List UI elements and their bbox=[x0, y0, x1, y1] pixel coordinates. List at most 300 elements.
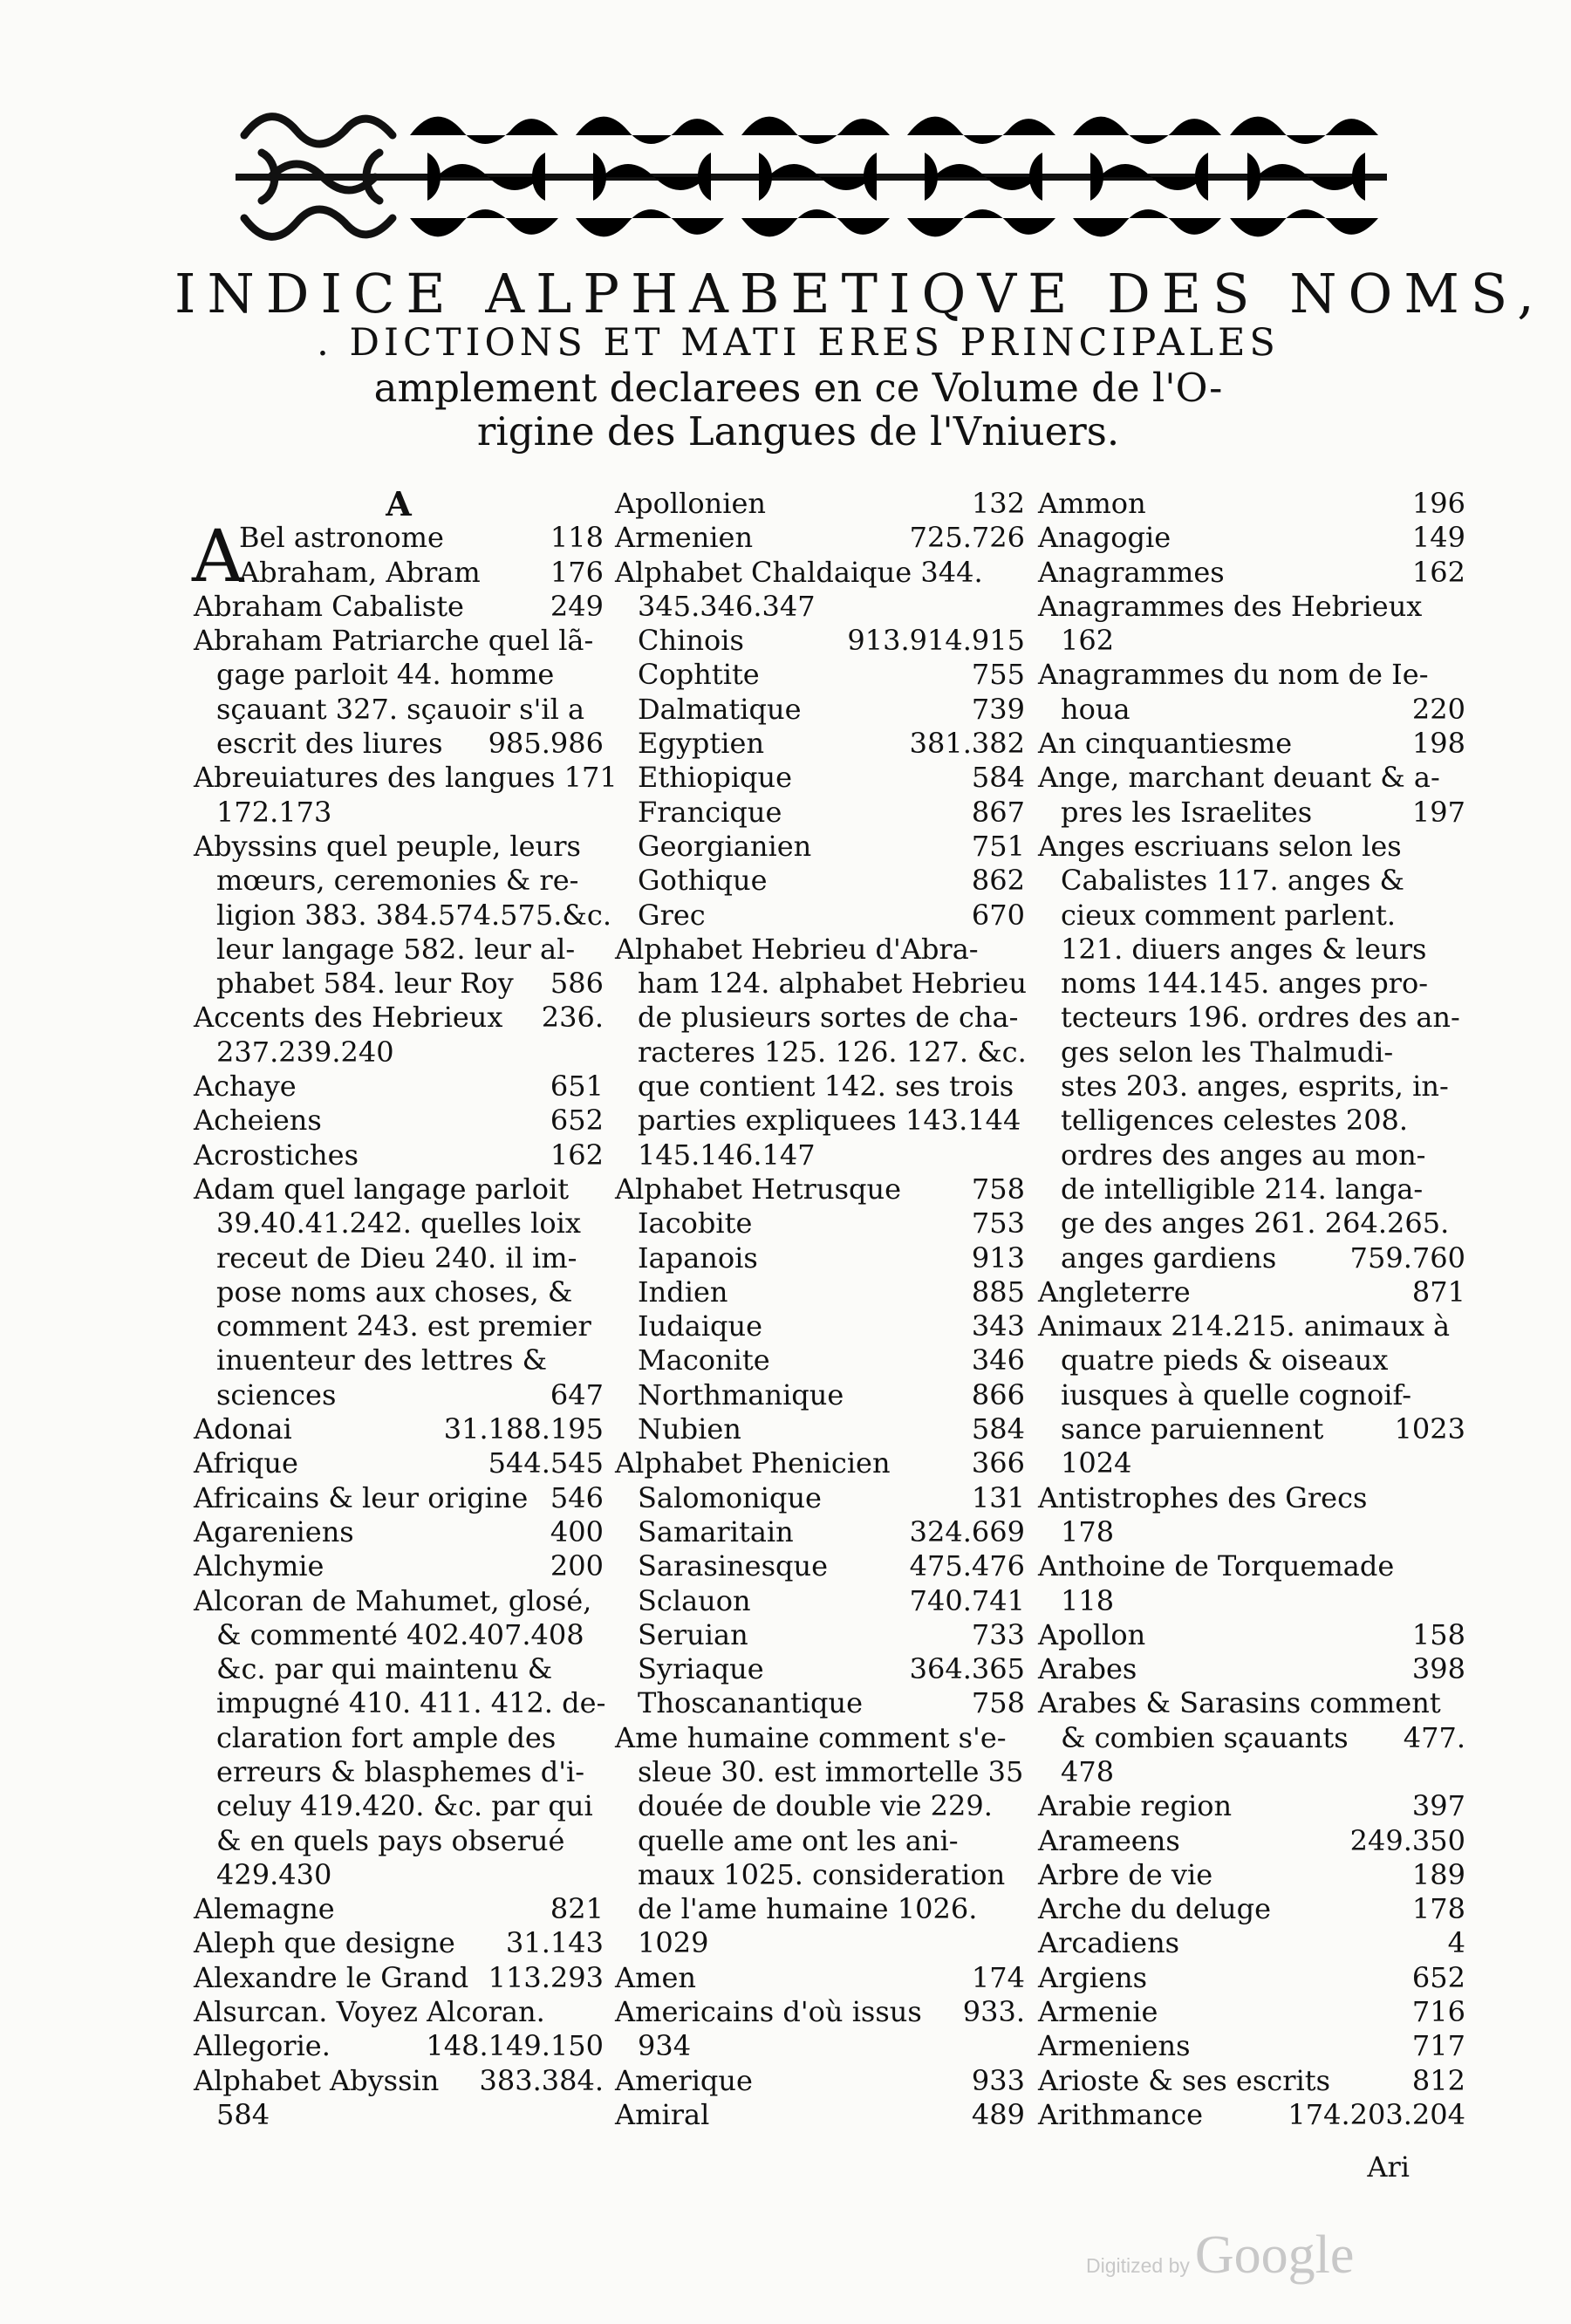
index-entry bbox=[615, 830, 1025, 864]
index-entry bbox=[615, 1172, 1025, 1206]
index-entry bbox=[1038, 967, 1465, 1001]
entry-term: sance paruiennent bbox=[1061, 1412, 1324, 1446]
index-entry bbox=[1038, 1206, 1465, 1241]
entry-term: Achaye bbox=[194, 1070, 297, 1104]
index-entry bbox=[1038, 590, 1465, 624]
entry-term: Abraham Patriarche quel lã- bbox=[194, 624, 594, 658]
entry-term: ge des anges 261. 264.265. bbox=[1061, 1206, 1450, 1241]
entry-term: Cabalistes 117. anges & bbox=[1061, 864, 1405, 898]
entry-page-numbers: 759.760 bbox=[1349, 1241, 1465, 1275]
entry-page-numbers: 758 bbox=[971, 1172, 1025, 1206]
entry-term: Armenien bbox=[615, 521, 754, 555]
entry-page-numbers: 324.669 bbox=[909, 1514, 1025, 1548]
entry-page-numbers: 158 bbox=[1411, 1617, 1465, 1651]
entry-page-numbers: 1023 bbox=[1394, 1412, 1465, 1446]
entry-page-numbers: 821 bbox=[550, 1892, 604, 1926]
index-entry bbox=[1038, 1995, 1465, 2029]
index-entry bbox=[194, 864, 604, 898]
entry-term: Apollon bbox=[1038, 1617, 1146, 1651]
index-entry bbox=[194, 967, 604, 1001]
entry-term: Americains d'où issus bbox=[615, 1995, 922, 2029]
entry-term: & combien sçauants bbox=[1061, 1720, 1349, 1754]
entry-term: Samaritain bbox=[638, 1514, 794, 1548]
index-entry bbox=[1038, 658, 1465, 692]
entry-page-numbers: 489 bbox=[971, 2097, 1025, 2131]
entry-page-numbers: 725.726 bbox=[909, 521, 1025, 555]
index-subtitle-line-3: rigine des Langues de l'Vniuers. bbox=[476, 408, 1120, 455]
index-entry bbox=[615, 1755, 1025, 1789]
entry-term: Anthoine de Torquemade bbox=[1038, 1549, 1395, 1583]
entry-term: Aleph que designe bbox=[194, 1926, 455, 1960]
index-entry bbox=[194, 1412, 604, 1446]
entry-term: anges gardiens bbox=[1061, 1241, 1277, 1275]
index-entry bbox=[615, 1926, 1025, 1960]
entry-page-numbers: 933. bbox=[962, 1995, 1025, 2029]
entry-term: 237.239.240 bbox=[216, 1035, 394, 1069]
index-entry bbox=[615, 933, 1025, 967]
index-entry bbox=[194, 1926, 604, 1960]
index-entry bbox=[194, 693, 604, 727]
entry-term: Abreuiatures des langues 171 bbox=[194, 761, 618, 795]
index-entry bbox=[615, 1892, 1025, 1926]
index-entry bbox=[1038, 1412, 1465, 1446]
entry-term: Armenie bbox=[1038, 1995, 1158, 2029]
entry-page-numbers: 400 bbox=[550, 1514, 604, 1548]
entry-page-numbers: 933 bbox=[971, 2063, 1025, 2097]
entry-term: pres les Israelites bbox=[1061, 795, 1313, 829]
entry-term: Afrique bbox=[194, 1446, 298, 1480]
entry-page-numbers: 197 bbox=[1411, 795, 1465, 829]
entry-term: Anagrammes bbox=[1038, 555, 1225, 589]
index-entry bbox=[194, 1721, 604, 1755]
index-entry bbox=[194, 556, 604, 590]
entry-term: quelle ame ont les ani- bbox=[638, 1823, 959, 1857]
index-entry bbox=[1038, 1892, 1465, 1926]
index-entry bbox=[615, 796, 1025, 830]
index-entry bbox=[194, 1686, 604, 1720]
entry-page-numbers: 652 bbox=[550, 1104, 604, 1138]
entry-term: Iudaique bbox=[638, 1309, 763, 1343]
entry-term: impugné 410. 411. 412. de- bbox=[216, 1686, 606, 1720]
entry-term: 478 bbox=[1061, 1754, 1115, 1788]
entry-term: Acrostiches bbox=[194, 1138, 359, 1172]
entry-page-numbers: 475.476 bbox=[909, 1549, 1025, 1583]
entry-term: Arabie region bbox=[1038, 1789, 1233, 1823]
entry-term: Maconite bbox=[638, 1343, 770, 1377]
entry-page-numbers: 198 bbox=[1411, 727, 1465, 761]
index-entry bbox=[615, 1036, 1025, 1070]
index-entry bbox=[194, 1618, 604, 1652]
index-entry bbox=[194, 830, 604, 864]
entry-term: Iacobite bbox=[638, 1206, 753, 1241]
entry-term: 584 bbox=[216, 2097, 270, 2131]
index-entry bbox=[1038, 487, 1465, 521]
entry-page-numbers: 871 bbox=[1411, 1275, 1465, 1309]
index-entry bbox=[615, 967, 1025, 1001]
entry-term: douée de double vie 229. bbox=[638, 1789, 993, 1823]
entry-term: erreurs & blasphemes d'i- bbox=[216, 1754, 585, 1788]
entry-term: Antistrophes des Grecs bbox=[1038, 1480, 1368, 1514]
entry-term: 1029 bbox=[638, 1926, 709, 1960]
entry-page-numbers: 913.914.915 bbox=[847, 624, 1025, 658]
index-subtitle-line-2: amplement declarees en ce Volume de l'O- bbox=[373, 365, 1223, 411]
entry-page-numbers: 383.384. bbox=[479, 2063, 604, 2097]
index-entry bbox=[1038, 1001, 1465, 1035]
entry-term: Grec bbox=[638, 898, 706, 932]
entry-page-numbers: 477. bbox=[1403, 1720, 1465, 1754]
index-entry bbox=[1038, 864, 1465, 898]
entry-page-numbers: 866 bbox=[971, 1377, 1025, 1411]
index-entry bbox=[615, 1584, 1025, 1618]
index-entry bbox=[194, 727, 604, 761]
index-entry bbox=[615, 1070, 1025, 1104]
index-entry bbox=[1038, 2029, 1465, 2063]
entry-page-numbers: 913 bbox=[971, 1241, 1025, 1275]
entry-term: Syriaque bbox=[638, 1652, 764, 1686]
index-entry bbox=[1038, 1275, 1465, 1309]
entry-page-numbers: 162 bbox=[550, 1138, 604, 1172]
digitized-by-credit bbox=[1086, 2225, 1354, 2286]
entry-page-numbers: 131 bbox=[971, 1480, 1025, 1514]
google-logo: Google bbox=[1194, 2225, 1355, 2285]
index-entry bbox=[1038, 1172, 1465, 1206]
index-column-1 bbox=[192, 484, 618, 2132]
index-entry bbox=[1038, 1104, 1465, 1138]
index-entry bbox=[194, 1824, 604, 1858]
entry-page-numbers: 236. bbox=[541, 1001, 604, 1035]
index-entry bbox=[615, 693, 1025, 727]
entry-term: Iapanois bbox=[638, 1241, 758, 1275]
entry-page-numbers: 249.350 bbox=[1349, 1823, 1465, 1857]
entry-page-numbers: 812 bbox=[1411, 2063, 1465, 2097]
index-entry bbox=[615, 1824, 1025, 1858]
index-entry bbox=[1038, 1446, 1465, 1480]
entry-page-numbers: 647 bbox=[550, 1377, 604, 1411]
entry-term: Arabes bbox=[1038, 1652, 1137, 1686]
entry-term: Ange, marchant deuant & a- bbox=[1038, 761, 1440, 795]
index-entry bbox=[1038, 556, 1465, 590]
entry-term: Anagrammes du nom de Ie- bbox=[1038, 658, 1429, 692]
index-entry bbox=[194, 933, 604, 967]
entry-term: Adonai bbox=[194, 1412, 292, 1446]
index-entry bbox=[194, 1584, 604, 1618]
entry-page-numbers: 31.188.195 bbox=[443, 1412, 604, 1446]
index-entry bbox=[194, 624, 604, 658]
entry-term: leur langage 582. leur al- bbox=[216, 932, 576, 966]
index-entry bbox=[615, 556, 1025, 590]
index-entry bbox=[194, 2029, 604, 2063]
index-entry bbox=[615, 487, 1025, 521]
index-entry bbox=[194, 1892, 604, 1926]
entry-page-numbers: 755 bbox=[971, 658, 1025, 692]
entry-page-numbers: 546 bbox=[550, 1480, 604, 1514]
index-entry bbox=[615, 1481, 1025, 1515]
entry-page-numbers: 132 bbox=[971, 487, 1025, 520]
index-entry bbox=[194, 1001, 604, 1035]
index-entry bbox=[194, 2098, 604, 2132]
index-entry bbox=[1038, 1036, 1465, 1070]
index-entry bbox=[615, 521, 1025, 555]
index-entry bbox=[615, 899, 1025, 933]
index-entry bbox=[615, 1206, 1025, 1241]
entry-term: escrit des liures bbox=[216, 727, 443, 761]
entry-term: Alcoran de Mahumet, glosé, bbox=[194, 1583, 592, 1617]
index-entry bbox=[1038, 1686, 1465, 1720]
entry-page-numbers: 366 bbox=[971, 1446, 1025, 1480]
index-entry bbox=[194, 1172, 604, 1206]
index-entry bbox=[194, 1995, 604, 2029]
entry-page-numbers: 584 bbox=[971, 1412, 1025, 1446]
entry-term: receut de Dieu 240. il im- bbox=[216, 1241, 577, 1275]
section-letter-heading bbox=[194, 484, 604, 523]
index-entry bbox=[615, 658, 1025, 692]
index-entry bbox=[1038, 899, 1465, 933]
entry-term: Accents des Hebrieux bbox=[194, 1001, 503, 1035]
entry-term: pose noms aux choses, & bbox=[216, 1275, 573, 1309]
entry-page-numbers: 189 bbox=[1411, 1857, 1465, 1891]
entry-term: 934 bbox=[638, 2029, 692, 2063]
index-entry bbox=[194, 1206, 604, 1241]
index-entry bbox=[615, 1995, 1025, 2029]
entry-term: Arameens bbox=[1038, 1823, 1180, 1857]
index-entry bbox=[1038, 1721, 1465, 1755]
index-entry bbox=[615, 1549, 1025, 1583]
index-entry bbox=[194, 1070, 604, 1104]
entry-page-numbers: 346 bbox=[971, 1343, 1025, 1377]
entry-page-numbers: 249 bbox=[550, 589, 604, 623]
entry-term: Arche du deluge bbox=[1038, 1892, 1271, 1926]
entry-term: mœurs, ceremonies & re- bbox=[216, 864, 579, 898]
index-entry bbox=[615, 1618, 1025, 1652]
index-entry bbox=[615, 864, 1025, 898]
entry-page-numbers: 652 bbox=[1411, 1960, 1465, 1994]
entry-term: sciences bbox=[216, 1377, 337, 1411]
index-entry bbox=[1038, 521, 1465, 555]
entry-term: ham 124. alphabet Hebrieu bbox=[638, 967, 1027, 1001]
entry-term: Armeniens bbox=[1038, 2029, 1191, 2063]
index-entry bbox=[194, 2064, 604, 2098]
entry-term: Ammon bbox=[1038, 487, 1146, 520]
index-entry bbox=[1038, 933, 1465, 967]
entry-term: de plusieurs sortes de cha- bbox=[638, 1001, 1019, 1035]
index-entry bbox=[615, 1412, 1025, 1446]
entry-page-numbers: 985.986 bbox=[488, 727, 604, 761]
index-entry bbox=[194, 1275, 604, 1309]
entry-term: Abyssins quel peuple, leurs bbox=[194, 829, 581, 863]
entry-term: ordres des anges au mon- bbox=[1061, 1138, 1426, 1172]
entry-page-numbers: 176 bbox=[550, 555, 604, 589]
entry-term: Indien bbox=[638, 1275, 728, 1309]
entry-term: 1024 bbox=[1061, 1446, 1132, 1480]
index-entry bbox=[194, 1309, 604, 1343]
entry-term: Bel astronome bbox=[239, 521, 444, 555]
entry-term: 345.346.347 bbox=[638, 589, 816, 623]
index-entry bbox=[1038, 1515, 1465, 1549]
entry-term: Anges escriuans selon les bbox=[1038, 829, 1402, 863]
index-entry bbox=[194, 1378, 604, 1412]
entry-term: 178 bbox=[1061, 1514, 1115, 1548]
entry-term: Ethiopique bbox=[638, 761, 793, 795]
entry-page-numbers: 716 bbox=[1411, 1995, 1465, 2029]
entry-term: gage parloit 44. homme bbox=[216, 658, 555, 692]
entry-term: sçauant 327. sçauoir s'il a bbox=[216, 692, 585, 726]
entry-page-numbers: 113.293 bbox=[488, 1960, 604, 1994]
entry-page-numbers: 651 bbox=[550, 1070, 604, 1104]
index-entry bbox=[615, 1789, 1025, 1823]
entry-term: Arabes & Sarasins comment bbox=[1038, 1686, 1441, 1720]
entry-page-numbers: 670 bbox=[971, 898, 1025, 932]
entry-page-numbers: 862 bbox=[971, 864, 1025, 898]
entry-term: Egyptien bbox=[638, 727, 765, 761]
entry-term: Abraham Cabaliste bbox=[194, 589, 464, 623]
entry-term: Agareniens bbox=[194, 1514, 354, 1548]
index-entry bbox=[1038, 1926, 1465, 1960]
entry-term: 162 bbox=[1061, 624, 1115, 658]
index-entry bbox=[1038, 1789, 1465, 1823]
entry-term: Adam quel langage parloit bbox=[194, 1172, 570, 1206]
entry-page-numbers: 586 bbox=[550, 967, 604, 1001]
entry-term: Nubien bbox=[638, 1412, 741, 1446]
entry-term: Thoscanantique bbox=[638, 1686, 864, 1720]
index-entry bbox=[1038, 796, 1465, 830]
entry-term: Amerique bbox=[615, 2063, 753, 2097]
index-entry bbox=[194, 796, 604, 830]
index-entry bbox=[615, 1961, 1025, 1995]
entry-page-numbers: 717 bbox=[1411, 2029, 1465, 2063]
entry-term: sleue 30. est immortelle 35 bbox=[638, 1754, 1024, 1788]
index-entry bbox=[615, 2029, 1025, 2063]
entry-term: comment 243. est premier bbox=[216, 1309, 591, 1343]
index-entry bbox=[615, 1721, 1025, 1755]
catchword: Ari bbox=[1367, 2150, 1410, 2184]
entry-term: parties expliquees 143.144 bbox=[638, 1104, 1021, 1138]
index-entry bbox=[1038, 1241, 1465, 1275]
index-entry bbox=[1038, 1070, 1465, 1104]
entry-term: 121. diuers anges & leurs bbox=[1061, 932, 1427, 966]
entry-term: Alsurcan. Voyez Alcoran. bbox=[194, 1995, 545, 2029]
index-entry bbox=[615, 1686, 1025, 1720]
index-entry bbox=[194, 1755, 604, 1789]
entry-term: racteres 125. 126. 127. &c. bbox=[638, 1035, 1027, 1069]
entry-term: Northmanique bbox=[638, 1377, 844, 1411]
entry-term: Ame humaine comment s'e- bbox=[615, 1720, 1007, 1754]
index-title: INDICE ALPHABETIQVE DES NOMS, bbox=[174, 262, 1546, 325]
index-entry bbox=[615, 761, 1025, 795]
index-entry bbox=[1038, 2064, 1465, 2098]
digitized-by-label: Digitized by bbox=[1086, 2254, 1190, 2277]
index-entry bbox=[615, 1275, 1025, 1309]
index-entry bbox=[1038, 693, 1465, 727]
entry-term: A bbox=[386, 484, 412, 523]
entry-term: de l'ame humaine 1026. bbox=[638, 1892, 978, 1926]
index-entry bbox=[1038, 1481, 1465, 1515]
entry-term: Seruian bbox=[638, 1617, 748, 1651]
entry-term: cieux comment parlent. bbox=[1061, 898, 1397, 932]
index-entry bbox=[615, 1138, 1025, 1172]
entry-term: Africains & leur origine bbox=[194, 1480, 529, 1514]
index-entry bbox=[615, 1309, 1025, 1343]
index-entry bbox=[194, 658, 604, 692]
entry-page-numbers: 200 bbox=[550, 1549, 604, 1583]
index-entry bbox=[1038, 1858, 1465, 1892]
entry-term: Acheiens bbox=[194, 1104, 322, 1138]
index-entry bbox=[194, 1241, 604, 1275]
index-entry bbox=[194, 1138, 604, 1172]
index-entry bbox=[1038, 1549, 1465, 1583]
index-entry bbox=[194, 1961, 604, 1995]
index-entry bbox=[1038, 1138, 1465, 1172]
entry-term: Cophtite bbox=[638, 658, 760, 692]
entry-page-numbers: 733 bbox=[971, 1617, 1025, 1651]
entry-term: iusques à quelle cognoif- bbox=[1061, 1377, 1412, 1411]
index-entry bbox=[1038, 1343, 1465, 1377]
index-entry bbox=[194, 1549, 604, 1583]
index-entry bbox=[194, 761, 618, 795]
index-entry bbox=[1038, 727, 1465, 761]
index-entry bbox=[615, 1378, 1025, 1412]
entry-term: Arithmance bbox=[1038, 2097, 1203, 2131]
index-entry bbox=[615, 1343, 1025, 1377]
index-entry bbox=[615, 1515, 1025, 1549]
entry-page-numbers: 31.143 bbox=[506, 1926, 604, 1960]
index-entry bbox=[1038, 1309, 1465, 1343]
entry-term: & en quels pays obserué bbox=[216, 1823, 565, 1857]
entry-term: Alphabet Abyssin bbox=[194, 2063, 440, 2097]
entry-term: Apollonien bbox=[615, 487, 766, 520]
entry-page-numbers: 4 bbox=[1447, 1926, 1465, 1960]
entry-term: Anagrammes des Hebrieux bbox=[1038, 589, 1423, 623]
entry-term: Georgianien bbox=[638, 829, 812, 863]
entry-page-numbers: 364.365 bbox=[909, 1652, 1025, 1686]
index-entry bbox=[615, 1001, 1025, 1035]
entry-term: tecteurs 196. ordres des an- bbox=[1061, 1001, 1460, 1035]
index-entry bbox=[194, 1515, 604, 1549]
entry-term: quatre pieds & oiseaux bbox=[1061, 1343, 1389, 1377]
entry-page-numbers: 740.741 bbox=[909, 1583, 1025, 1617]
entry-page-numbers: 885 bbox=[971, 1275, 1025, 1309]
entry-term: Alexandre le Grand bbox=[194, 1960, 469, 1994]
index-entry bbox=[194, 1036, 604, 1070]
entry-page-numbers: 739 bbox=[971, 692, 1025, 726]
index-entry bbox=[194, 1481, 604, 1515]
entry-term: Arioste & ses escrits bbox=[1038, 2063, 1330, 2097]
entry-term: Abraham, Abram bbox=[239, 555, 481, 589]
index-entry bbox=[615, 1104, 1025, 1138]
ornament-header-band bbox=[236, 100, 1387, 253]
index-entry bbox=[615, 624, 1025, 658]
index-entry bbox=[615, 727, 1025, 761]
entry-term: Dalmatique bbox=[638, 692, 802, 726]
entry-term: & commenté 402.407.408 bbox=[216, 1617, 584, 1651]
entry-term: 118 bbox=[1061, 1583, 1115, 1617]
entry-term: Angleterre bbox=[1038, 1275, 1191, 1309]
entry-term: maux 1025. consideration bbox=[638, 1857, 1006, 1891]
entry-term: celuy 419.420. &c. par qui bbox=[216, 1789, 593, 1823]
index-column-2 bbox=[615, 487, 1025, 2132]
index-entry bbox=[615, 1446, 1025, 1480]
index-entry bbox=[194, 1343, 604, 1377]
entry-page-numbers: 174.203.204 bbox=[1288, 2097, 1465, 2131]
index-entry bbox=[615, 2098, 1025, 2132]
entry-page-numbers: 149 bbox=[1411, 521, 1465, 555]
entry-term: Alphabet Phenicien bbox=[615, 1446, 891, 1480]
entry-page-numbers: 751 bbox=[971, 829, 1025, 863]
entry-term: 429.430 bbox=[216, 1857, 332, 1891]
entry-page-numbers: 174 bbox=[971, 1960, 1025, 1994]
entry-term: stes 203. anges, esprits, in- bbox=[1061, 1070, 1449, 1104]
entry-page-numbers: 544.545 bbox=[488, 1446, 604, 1480]
index-subtitle: . DICTIONS ET MATI ERES PRINCIPALES bbox=[317, 321, 1280, 365]
